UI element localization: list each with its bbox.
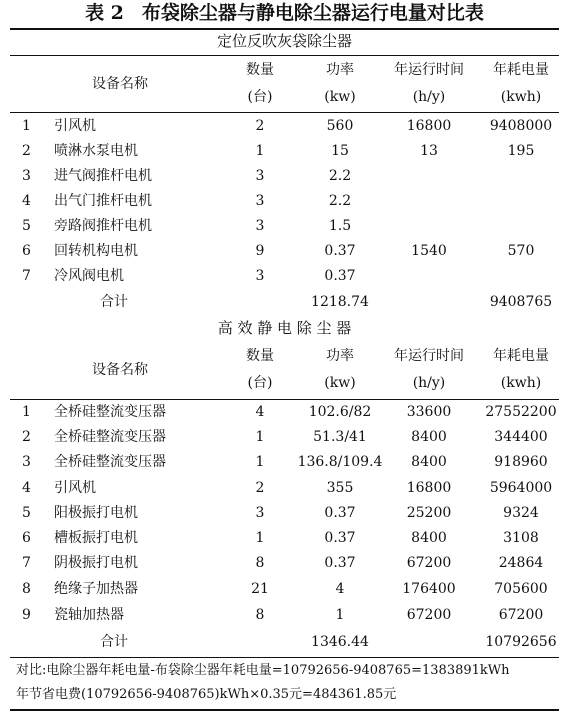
- row-qty: 3: [255, 168, 265, 184]
- header-energy-unit: (kwh): [500, 89, 542, 105]
- total-label: 合计: [100, 634, 128, 650]
- row-name: 全桥硅整流变压器: [54, 404, 166, 420]
- row-index: 2: [22, 143, 31, 159]
- row-name: 引风机: [54, 480, 96, 496]
- header-time-unit: (h/y): [412, 375, 446, 391]
- row-name: 绝缘子加热器: [54, 581, 138, 597]
- header-name: 设备名称: [92, 362, 148, 378]
- table-row: [10, 603, 559, 628]
- row-index: 3: [22, 168, 31, 184]
- row-power: 1: [335, 607, 345, 623]
- row-name: 瓷轴加热器: [54, 607, 124, 623]
- header-time: 年运行时间: [394, 348, 464, 364]
- row-index: 9: [22, 607, 31, 623]
- row-power: 0.37: [324, 555, 356, 571]
- row-index: 3: [22, 454, 31, 470]
- header-energy-unit: (kwh): [500, 375, 542, 391]
- row-qty: 3: [255, 268, 265, 284]
- table-row: [10, 114, 559, 139]
- row-power: 2.2: [328, 168, 352, 184]
- table-row: [10, 450, 559, 475]
- row-energy: 570: [507, 243, 535, 259]
- total-label: 合计: [100, 294, 128, 310]
- row-energy: 27552200: [485, 404, 557, 420]
- header-time-unit: (h/y): [412, 89, 446, 105]
- table-row: [10, 501, 559, 526]
- total-row: [10, 630, 559, 655]
- total-power: 1346.44: [311, 634, 369, 650]
- row-power: 560: [326, 118, 354, 134]
- table-row: [10, 476, 559, 501]
- total-row: [10, 290, 559, 315]
- row-power: 0.37: [324, 505, 356, 521]
- total-energy: 10792656: [485, 634, 557, 650]
- footer-comparison: 对比:电除尘器年耗电量-布袋除尘器年耗电量=10792656-9408765=1383891kWh: [16, 663, 510, 678]
- row-time: [380, 214, 478, 239]
- row-index: 2: [22, 429, 31, 445]
- row-qty: 8: [255, 607, 265, 623]
- table-row: [10, 577, 559, 602]
- row-name: 全桥硅整流变压器: [54, 429, 166, 445]
- row-power: 0.37: [324, 268, 356, 284]
- row-energy: 195: [507, 143, 535, 159]
- row-power: 1.5: [328, 218, 352, 234]
- header-power: 功率: [326, 348, 354, 364]
- row-name: 阳极振打电机: [54, 505, 138, 521]
- row-qty: 9: [255, 243, 265, 259]
- row-time: 16800: [406, 118, 452, 134]
- row-energy: [472, 164, 569, 189]
- row-index: 5: [22, 218, 31, 234]
- footer-savings: 年节省电费(10792656-9408765)kWh×0.35元=484361.85元: [16, 687, 397, 702]
- row-power: 355: [326, 480, 354, 496]
- header-qty: 数量: [246, 348, 274, 364]
- row-energy: 9324: [503, 505, 539, 521]
- row-name: 槽板振打电机: [54, 530, 138, 546]
- row-index: 7: [22, 555, 31, 571]
- total-energy: 9408765: [489, 294, 553, 310]
- row-time: 176400: [402, 581, 456, 597]
- row-power: 0.37: [324, 530, 356, 546]
- row-power: 136.8/109.4: [297, 454, 383, 470]
- row-index: 4: [22, 193, 31, 209]
- header-time: 年运行时间: [394, 62, 464, 78]
- table-row: [10, 139, 559, 164]
- row-name: 旁路阀推杆电机: [54, 218, 152, 234]
- table-row: [10, 264, 559, 289]
- row-index: 1: [22, 404, 31, 420]
- row-energy: 67200: [498, 607, 544, 623]
- section1-title: 定位反吹灰袋除尘器: [216, 32, 352, 50]
- row-name: 喷淋水泵电机: [54, 143, 138, 159]
- row-index: 8: [22, 581, 31, 597]
- row-qty: 21: [251, 581, 269, 597]
- header-qty: 数量: [246, 62, 274, 78]
- row-qty: 1: [255, 454, 265, 470]
- row-time: [380, 189, 478, 214]
- row-qty: 4: [255, 404, 265, 420]
- header-power-unit: (kw): [324, 89, 356, 105]
- row-qty: 3: [255, 218, 265, 234]
- total-power: 1218.74: [311, 294, 369, 310]
- row-name: 进气阀推杆电机: [54, 168, 152, 184]
- row-name: 全桥硅整流变压器: [54, 454, 166, 470]
- section2-title: 高 效 静 电 除 尘 器: [217, 319, 352, 337]
- row-qty: 2: [255, 118, 265, 134]
- row-time: 67200: [406, 555, 452, 571]
- row-time: 33600: [406, 404, 452, 420]
- header-power: 功率: [326, 62, 354, 78]
- table-row: [10, 526, 559, 551]
- row-time: [380, 264, 478, 289]
- row-energy: 9408000: [489, 118, 553, 134]
- row-time: 8400: [411, 530, 447, 546]
- header-energy: 年耗电量: [493, 62, 549, 78]
- row-index: 6: [22, 243, 31, 259]
- section1-header-rule: [10, 112, 559, 113]
- row-index: 7: [22, 268, 31, 284]
- row-energy: [472, 189, 569, 214]
- row-qty: 1: [255, 530, 265, 546]
- header-power-unit: (kw): [324, 375, 356, 391]
- row-qty: 3: [255, 505, 265, 521]
- row-energy: 705600: [494, 581, 548, 597]
- table-row: [10, 164, 559, 189]
- row-power: 15: [331, 143, 349, 159]
- row-power: 51.3/41: [313, 429, 367, 445]
- row-time: 16800: [406, 480, 452, 496]
- table-row: [10, 214, 559, 239]
- table-row: [10, 400, 559, 425]
- row-index: 4: [22, 480, 31, 496]
- row-energy: 3108: [503, 530, 539, 546]
- table-row: [10, 239, 559, 264]
- row-energy: 918960: [494, 454, 548, 470]
- header-name: 设备名称: [92, 76, 148, 92]
- row-time: 13: [420, 143, 438, 159]
- row-name: 阴极振打电机: [54, 555, 138, 571]
- table-row: [10, 425, 559, 450]
- row-power: 2.2: [328, 193, 352, 209]
- row-energy: [472, 214, 569, 239]
- table-title-text: 布袋除尘器与静电除尘器运行电量对比表: [141, 2, 484, 24]
- table-number: 表 2: [85, 2, 124, 24]
- row-time: 1540: [411, 243, 447, 259]
- row-qty: 2: [255, 480, 265, 496]
- table-row: [10, 551, 559, 576]
- row-qty: 8: [255, 555, 265, 571]
- table-row: [10, 189, 559, 214]
- header-qty-unit: (台): [247, 89, 273, 105]
- row-power: 4: [335, 581, 345, 597]
- row-energy: 24864: [498, 555, 544, 571]
- table-title: [0, 0, 569, 28]
- bottom-rule: [10, 709, 559, 711]
- row-energy: [472, 264, 569, 289]
- row-power: 102.6/82: [308, 404, 372, 420]
- row-index: 5: [22, 505, 31, 521]
- row-name: 回转机构电机: [54, 243, 138, 259]
- footer-rule: [10, 657, 559, 658]
- header-qty-unit: (台): [247, 375, 273, 391]
- row-time: 8400: [411, 429, 447, 445]
- top-rule: [10, 28, 559, 30]
- row-name: 出气门推杆电机: [54, 193, 152, 209]
- row-qty: 3: [255, 193, 265, 209]
- row-index: 6: [22, 530, 31, 546]
- row-qty: 1: [255, 429, 265, 445]
- row-time: 67200: [406, 607, 452, 623]
- row-energy: 5964000: [489, 480, 553, 496]
- header-energy: 年耗电量: [493, 348, 549, 364]
- row-time: 8400: [411, 454, 447, 470]
- row-name: 冷风阀电机: [54, 268, 124, 284]
- row-power: 0.37: [324, 243, 356, 259]
- row-time: [380, 164, 478, 189]
- row-time: 25200: [406, 505, 452, 521]
- row-index: 1: [22, 118, 31, 134]
- row-energy: 344400: [494, 429, 548, 445]
- row-name: 引风机: [54, 118, 96, 134]
- row-qty: 1: [255, 143, 265, 159]
